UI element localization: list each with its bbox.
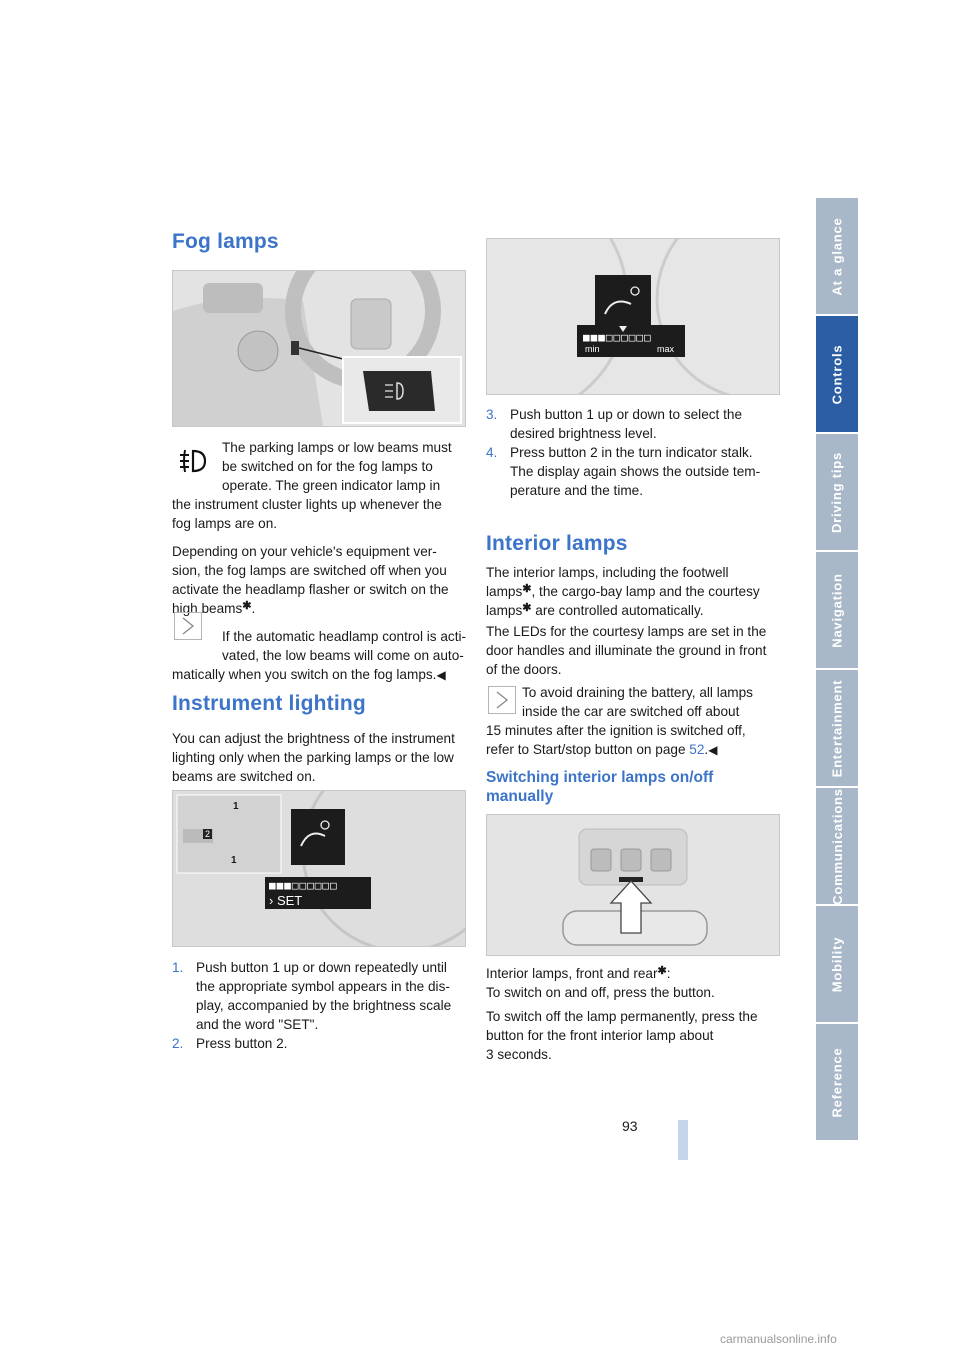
fog-note-line: matically when you switch on the fog lamps.◀ (172, 667, 446, 682)
step-line: desired brightness level. (510, 426, 657, 441)
manual-switching-heading: Switching interior lamps on/off (486, 769, 714, 786)
chapter-tabs (816, 198, 858, 1142)
tab-navigation[interactable]: Navigation (816, 552, 858, 668)
interior-note-line: 15 minutes after the ignition is switched off, (486, 723, 746, 738)
fog-text-line: high beams✱. (172, 600, 256, 616)
interior-note-line: To avoid draining the battery, all lamps (522, 685, 753, 700)
fog-text-line: The parking lamps or low beams must (222, 440, 452, 455)
tab-at-a-glance[interactable]: At a glance (816, 198, 858, 314)
interior-text-line: The LEDs for the courtesy lamps are set in the (486, 624, 767, 639)
tab-mobility[interactable]: Mobility (816, 906, 858, 1022)
interior-text-line: The interior lamps, including the footwell (486, 565, 729, 580)
callout-1-label: 1 (231, 855, 237, 866)
fog-lamp-switch-illustration (172, 270, 466, 427)
interior-lamps-heading: Interior lamps (486, 532, 628, 555)
figure-caption: To switch on and off, press the button. (486, 985, 715, 1000)
step-number: 2. (172, 1036, 184, 1051)
step-line: Push button 1 up or down repeatedly until (196, 960, 447, 975)
interior-note-line: refer to Start/stop button on page 52.◀ (486, 742, 718, 757)
fog-text-line: fog lamps are on. (172, 516, 278, 531)
instrument-text-line: lighting only when the parking lamps or the low (172, 750, 454, 765)
page-link[interactable]: 52 (689, 742, 705, 757)
fog-text-line: the instrument cluster lights up whenever the (172, 497, 442, 512)
instrument-lighting-heading: Instrument lighting (172, 692, 366, 715)
watermark: carmanualsonline.info (720, 1332, 837, 1346)
fog-text-line: activate the headlamp flasher or switch on the (172, 582, 449, 597)
manual-switching-heading: manually (486, 788, 554, 805)
step-line: and the word "SET". (196, 1017, 319, 1032)
fog-lamps-heading: Fog lamps (172, 230, 279, 253)
page-number-bar (678, 1120, 688, 1160)
interior-text-line: lamps✱ are controlled automatically. (486, 602, 704, 618)
tab-driving-tips[interactable]: Driving tips (816, 434, 858, 550)
interior-note-line: inside the car are switched off about (522, 704, 740, 719)
interior-lamp-illustration (486, 814, 780, 956)
instrument-text-line: You can adjust the brightness of the instrument (172, 731, 455, 746)
page-number: 93 (622, 1118, 638, 1134)
fog-note-line: If the automatic headlamp control is acti- (222, 629, 467, 644)
figure-caption: Interior lamps, front and rear✱: (486, 965, 671, 981)
callout-1-label: 1 (233, 801, 239, 812)
brightness-scale: ■■■□□□□□□ (583, 331, 652, 344)
interior-text-line: button for the front interior lamp about (486, 1028, 714, 1043)
tab-communications[interactable]: Communications (816, 788, 858, 904)
step-line: Press button 2 in the turn indicator stalk. (510, 445, 753, 460)
step-line: perature and the time. (510, 483, 643, 498)
scale-min-label: min (585, 344, 600, 354)
step-line: Press button 2. (196, 1036, 288, 1051)
fog-text-line: Depending on your vehicle's equipment ver- (172, 544, 437, 559)
fog-note-line: vated, the low beams will come on auto- (222, 648, 464, 663)
note-arrow-icon (174, 612, 202, 640)
step-line: Push button 1 up or down to select the (510, 407, 743, 422)
step-line: play, accompanied by the brightness scale (196, 998, 452, 1013)
set-display-label: › SET (269, 893, 303, 908)
interior-text-line: To switch off the lamp permanently, press the (486, 1009, 758, 1024)
fog-lamp-icon (176, 446, 210, 476)
step-number: 4. (486, 445, 498, 460)
note-arrow-icon (488, 686, 516, 714)
interior-text-line: door handles and illuminate the ground in front (486, 643, 767, 658)
instrument-lighting-illustration (172, 790, 466, 947)
interior-text-line: 3 seconds. (486, 1047, 552, 1062)
interior-text-line: lamps✱, the cargo-bay lamp and the courtesy (486, 583, 760, 599)
callout-2-label: 2 (205, 829, 211, 839)
interior-text-line: of the doors. (486, 662, 562, 677)
instrument-text-line: beams are switched on. (172, 769, 316, 784)
tab-reference[interactable]: Reference (816, 1024, 858, 1140)
brightness-scale-illustration (486, 238, 780, 395)
fog-text-line: sion, the fog lamps are switched off when you (172, 563, 447, 578)
step-line: the appropriate symbol appears in the dis- (196, 979, 450, 994)
step-line: The display again shows the outside tem- (510, 464, 761, 479)
brightness-scale: ■■■□□□□□□ (269, 879, 338, 892)
tab-entertainment[interactable]: Entertainment (816, 670, 858, 786)
step-number: 1. (172, 960, 184, 975)
fog-text-line: operate. The green indicator lamp in (222, 478, 441, 493)
scale-max-label: max (657, 344, 675, 354)
tab-controls[interactable]: Controls (816, 316, 858, 432)
step-number: 3. (486, 407, 498, 422)
fog-text-line: be switched on for the fog lamps to (222, 459, 433, 474)
